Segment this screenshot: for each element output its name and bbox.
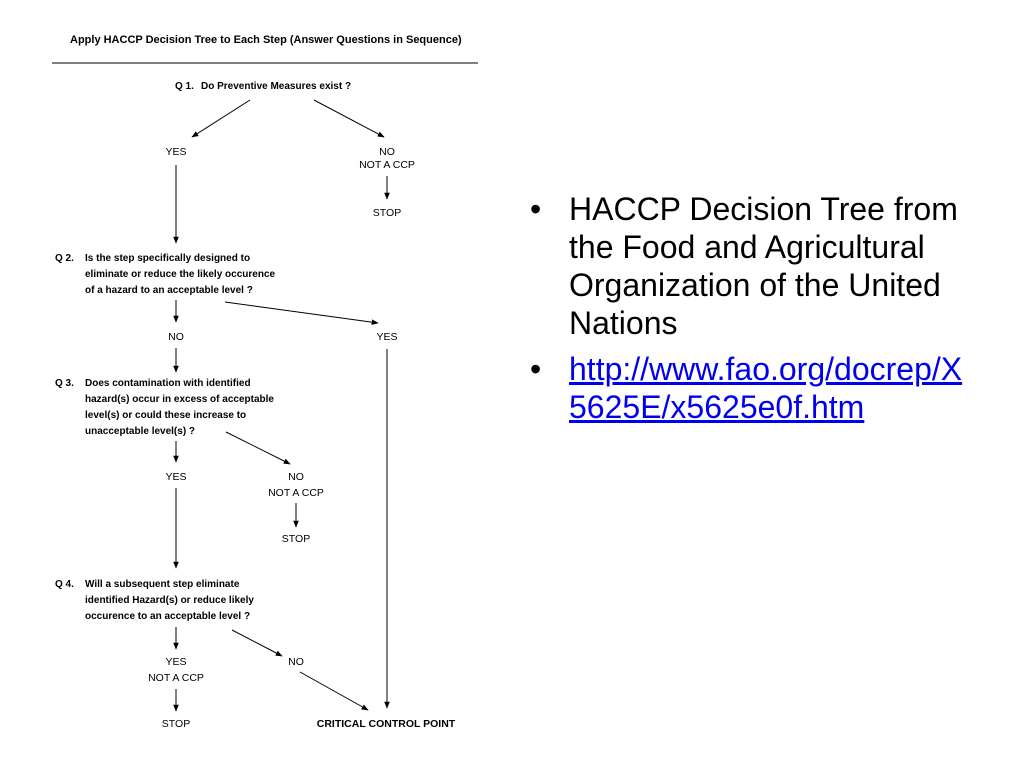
- q1-yes-label: YES: [165, 146, 187, 158]
- q4-line-3: occurence to an acceptable level ?: [85, 611, 251, 622]
- bullet-item-description: [525, 190, 965, 342]
- fao-source-link[interactable]: http://www.fao.org/docrep/X5625E/x5625e0f.htm: [569, 351, 963, 425]
- q3-line-2: hazard(s) occur in excess of acceptable: [85, 394, 274, 405]
- q2-line-1: Is the step specifically designed to: [85, 253, 251, 264]
- q2-number: Q 2.: [55, 253, 74, 264]
- q1-no-label: NO: [379, 146, 395, 158]
- q1-stop-label: STOP: [372, 207, 402, 219]
- question-4: [55, 579, 254, 622]
- q2-no-label: NO: [168, 331, 184, 343]
- q2-line-3: of a hazard to an acceptable level ?: [85, 285, 253, 296]
- q1-number: Q 1.: [175, 81, 194, 92]
- arrow-q3-no: [226, 432, 290, 464]
- q3-line-4: unacceptable level(s) ?: [85, 426, 196, 437]
- q3-yes-label: YES: [165, 471, 187, 483]
- q4-line-2: identified Hazard(s) or reduce likely: [85, 595, 254, 606]
- question-1: [175, 81, 351, 92]
- critical-control-point-label: CRITICAL CONTROL POINT: [316, 718, 456, 730]
- arrow-q4-no: [232, 630, 282, 656]
- q4-line-1: Will a subsequent step eliminate: [85, 579, 240, 590]
- q4-number: Q 4.: [55, 579, 74, 590]
- haccp-decision-tree: [0, 0, 500, 768]
- q2-yes-label: YES: [376, 331, 398, 343]
- arrow-q1-no: [314, 100, 384, 137]
- bullet-dot-icon: •: [530, 191, 542, 227]
- tree-title: Apply HACCP Decision Tree to Each Step (Answer Questions in Sequence): [70, 34, 462, 46]
- q3-line-3: level(s) or could these increase to: [85, 410, 247, 421]
- q4-no-label: NO: [288, 656, 304, 668]
- arrow-q1-yes: [192, 100, 250, 137]
- bullet-dot-icon: •: [530, 351, 542, 387]
- arrow-q4-no-to-ccp: [300, 672, 368, 710]
- q3-stop-label: STOP: [281, 533, 311, 545]
- q3-number: Q 3.: [55, 378, 74, 389]
- bullet-list: [525, 190, 965, 434]
- q1-not-ccp-label: NOT A CCP: [359, 159, 415, 171]
- q3-no-label: NO: [288, 471, 304, 483]
- q4-yes-label: YES: [165, 656, 187, 668]
- description-text: HACCP Decision Tree from the Food and Agricultural Organization of the United Nations: [569, 191, 958, 341]
- q3-line-1: Does contamination with identified: [85, 378, 251, 389]
- q4-not-ccp-label: NOT A CCP: [148, 672, 204, 684]
- q1-text: Do Preventive Measures exist ?: [201, 81, 352, 92]
- question-3: [55, 378, 274, 437]
- bullet-item-link: [525, 350, 965, 426]
- q4-stop-label: STOP: [161, 718, 191, 730]
- arrow-q2-yes: [225, 302, 378, 323]
- q2-line-2: eliminate or reduce the likely occurence: [85, 269, 276, 280]
- question-2: [55, 253, 276, 296]
- q3-not-ccp-label: NOT A CCP: [268, 487, 324, 499]
